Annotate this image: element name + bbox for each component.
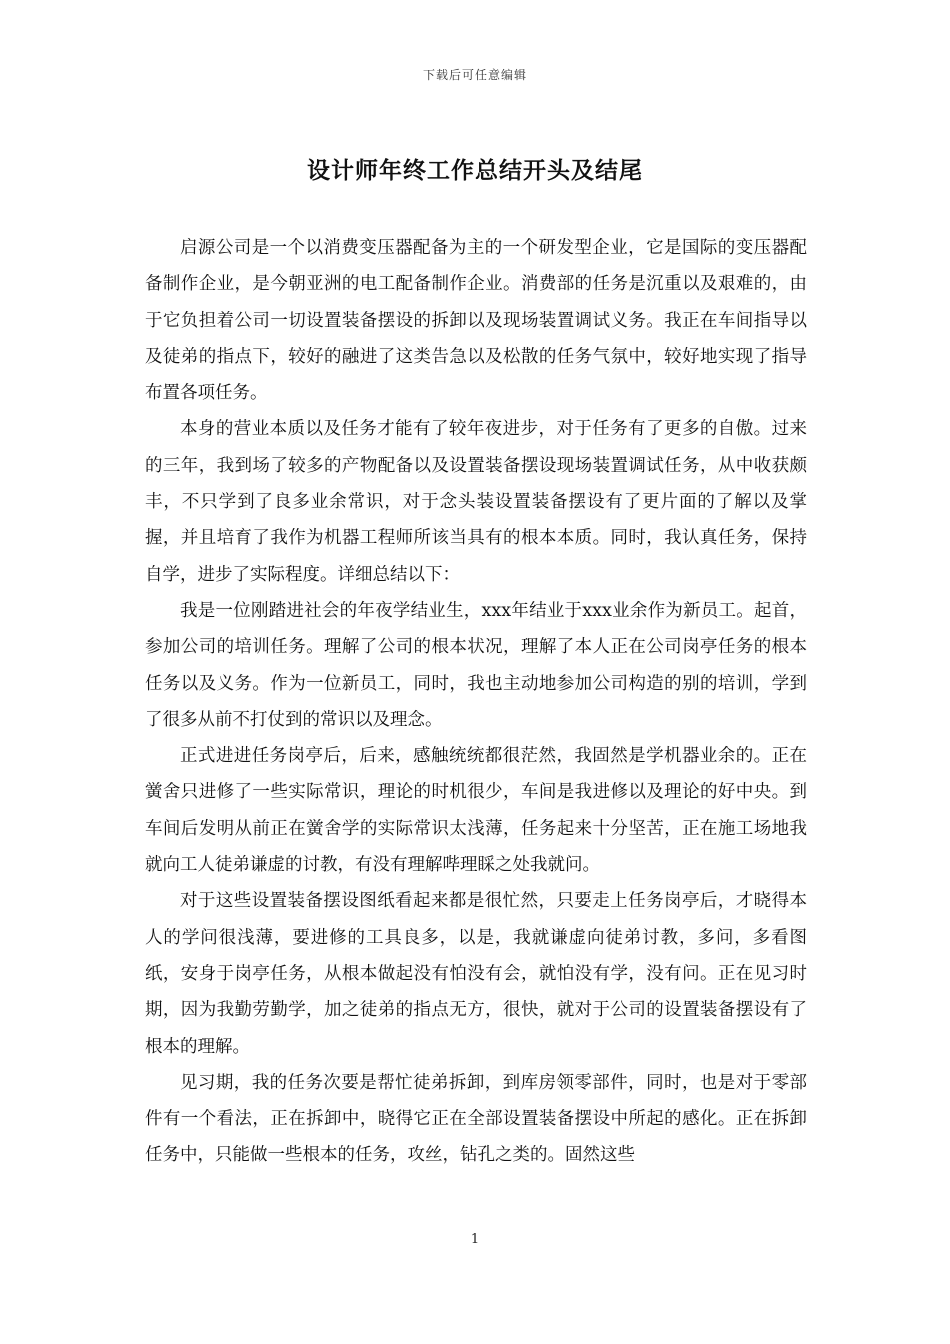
page-number: 1 (470, 1232, 480, 1247)
paragraph-2: 本身的营业本质以及任务才能有了较年夜进步，对于任务有了更多的自傲。过来的三年，我到场了较多的产物配备以及设置装备摆设现场装置调试任务，从中收获颇丰，不只学到了良多业余常识，对于念头装设置装备摆设有了更片面的了解以及掌握，并且培育了我作为机器工程师所该当具有的根本本质。同时，我认真任务，保持自学，进步了实际程度。详细总结以下： (145, 419, 807, 585)
paragraph-1: 启源公司是一个以消费变压器配备为主的一个研发型企业，它是国际的变压器配备制作企业，是今朝亚洲的电工配备制作企业。消费部的任务是沉重以及艰难的，由于它负担着公司一切设置装备摆设的拆卸以及现场装置调试义务。我正在车间指导以及徒弟的指点下，较好的融进了这类告急以及松散的任务气氛中，较好地实现了指导布置各项任务。 (145, 238, 807, 404)
paragraph-4: 正式进进任务岗亭后，后来，感触统统都很茫然，我固然是学机器业余的。正在黉舍只进修了一些实际常识，理论的时机很少，车间是我进修以及理论的好中央。到车间后发明从前正在黉舍学的实际常识太浅薄，任务起来十分坚苦，正在施工场地我就向工人徒弟谦虚的讨教，有没有理解哔理睬之处我就问。 (145, 746, 807, 876)
paragraph-3: 我是一位刚踏进社会的年夜学结业生，xxx年结业于xxx业余作为新员工。起首，参加公司的培训任务。理解了公司的根本状况，理解了本人正在公司岗亭任务的根本任务以及义务。作为一位新员工，同时，我也主动地参加公司构造的别的培训，学到了很多从前不打仗到的常识以及理念。 (145, 600, 807, 730)
document-title: 设计师年终工作总结开头及结尾 (307, 158, 643, 184)
document-body (145, 230, 807, 1174)
paragraph-5: 对于这些设置装备摆设图纸看起来都是很忙然，只要走上任务岗亭后，才晓得本人的学问很浅薄，要进修的工具良多，以是，我就谦虚向徒弟讨教，多问，多看图纸，安身于岗亭任务，从根本做起没有怕没有会，就怕没有学，没有问。正在见习时期，因为我勤劳勤学，加之徒弟的指点无方，很快，就对于公司的设置装备摆设有了根本的理解。 (145, 891, 807, 1057)
paragraph-6: 见习期，我的任务次要是帮忙徒弟拆卸，到库房领零部件，同时，也是对于零部件有一个看法，正在拆卸中，晓得它正在全部设置装备摆设中所起的感化。正在拆卸任务中，只能做一些根本的任务，攻丝，钻孔之类的。固然这些 (145, 1072, 807, 1166)
page-header-note: 下载后可任意编辑 (422, 68, 527, 82)
